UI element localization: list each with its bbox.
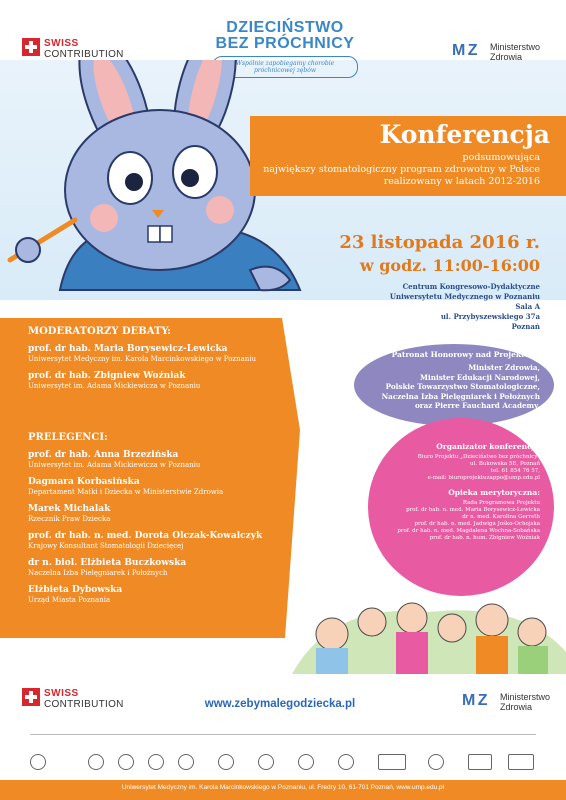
event-venue: Centrum Kongresowo-Dydaktyczne Uniwersytetu Medycznego w Poznaniu Sala A ul. Przybyszewskiego 37a Poznań — [389, 282, 540, 331]
ministry-mark-icon: M Z — [462, 692, 487, 709]
conference-title: Konferencja — [379, 120, 550, 149]
ministry-name: Ministerstwo Zdrowia — [490, 42, 541, 62]
footer-ministry-logo: M Z Ministerstwo Zdrowia — [462, 692, 551, 712]
children-dentist-illustration — [292, 582, 566, 674]
partner-seal-icon — [298, 754, 314, 770]
partner-seal-icon — [428, 754, 444, 770]
swiss-logo-text: SWISS — [44, 38, 79, 49]
partner-seal-icon — [88, 754, 104, 770]
partner-logos — [28, 746, 538, 772]
partner-seal-icon — [218, 754, 234, 770]
moderators-section — [28, 326, 298, 391]
person-entry: Elżbieta Dybowska Urząd Miasta Poznania — [28, 585, 123, 604]
person-entry: prof. dr hab. Maria Borysewicz-Lewicka Uniwersytet Medyczny im. Karola Marcinkowskiego w Poznaniu — [28, 344, 257, 363]
partner-seal-icon — [338, 754, 354, 770]
footer-address: Uniwersytet Medyczny im. Karola Marcinkowskiego w Poznaniu, ul. Fredry 10, 61-701 Poznań, www.ump.edu.pl — [121, 784, 445, 791]
conference-description: podsumowująca największy stomatologiczny program zdrowotny w Polsce realizowany w latach 2012-2016 — [263, 152, 540, 187]
ministry-mark-icon: M Z — [452, 42, 477, 59]
campaign-subtitle: Wspólnie zapobiegamy chorobie próchnicowej zębów — [212, 56, 358, 78]
event-date: 23 listopada 2016 r. — [339, 232, 540, 253]
patronage-text: Patronat Honorowy nad Projektem: Minister Zdrowia, Minister Edukacji Narodowej, Polskie Towarzystwo Stomatologiczne, Naczelna Izba Pielęgniarek i Położnych oraz Pierre Fauchard Academy. — [381, 350, 540, 410]
partner-seal-icon — [178, 754, 194, 770]
partner-logo-icon — [508, 754, 534, 770]
organizer-text: Organizator konferencji: Biuro Projektu „Dzieciństwo bez próchnicy" ul. Bukowska 5E, Poznań tel. 61 854 76 57, e-mail: biuroprojektuzappo@ump.edu.pl Opieka merytoryczna: Rada Programowa Projektu prof. dr hab. n. med. Maria Borysewicz-Lewicka dr n. med. Karolina Gerreth prof. dr hab. n. med. Jadwiga Jośko-Ochojska prof. dr hab. n. med. Magdalena Wochna-Sobańska prof. dr hab. n. hum. Zbigniew Woźniak — [397, 442, 540, 541]
partner-seal-icon — [118, 754, 134, 770]
ministry-logo — [452, 40, 552, 70]
partner-seal-icon — [258, 754, 274, 770]
partner-seal-icon — [148, 754, 164, 770]
partner-logo-icon — [468, 754, 492, 770]
person-entry: prof. dr hab. n. med. Dorota Olczak-Kowalczyk Krajowy Konsultant Stomatologii Dziecięcej — [28, 531, 263, 550]
speakers-heading: PRELEGENCI: — [28, 432, 108, 443]
person-entry: prof. dr hab. Anna Brzezińska Uniwersytet im. Adama Mickiewicza w Poznaniu — [28, 450, 201, 469]
swiss-cross-icon — [22, 38, 40, 56]
fine-print — [30, 734, 536, 739]
campaign-title: DZIECIŃSTWO — [226, 19, 344, 36]
partner-logo-icon — [378, 754, 406, 770]
event-hours: w godz. 11:00-16:00 — [359, 256, 540, 275]
person-entry: Marek Michalak Rzecznik Praw Dziecka — [28, 504, 111, 523]
speakers-section — [28, 432, 298, 605]
swiss-logo-text: CONTRIBUTION — [44, 49, 124, 60]
person-entry: prof. dr hab. Zbigniew Woźniak Uniwersytet im. Adama Mickiewicza w Poznaniu — [28, 371, 201, 390]
moderators-heading: MODERATORZY DEBATY: — [28, 326, 171, 337]
partner-seal-icon — [30, 754, 46, 770]
swiss-cross-icon — [22, 688, 40, 706]
person-entry: dr n. biol. Elżbieta Buczkowska Naczelna Izba Pielęgniarek i Położnych — [28, 558, 187, 577]
person-entry: Dagmara Korbasińska Departament Matki i Dziecka w Ministerstwie Zdrowia — [28, 477, 224, 496]
footer-swiss-logo: SWISS CONTRIBUTION — [22, 688, 132, 718]
website-link[interactable]: www.zebymalegodziecka.pl — [204, 698, 356, 710]
campaign-title: BEZ PRÓCHNICY — [215, 35, 355, 52]
